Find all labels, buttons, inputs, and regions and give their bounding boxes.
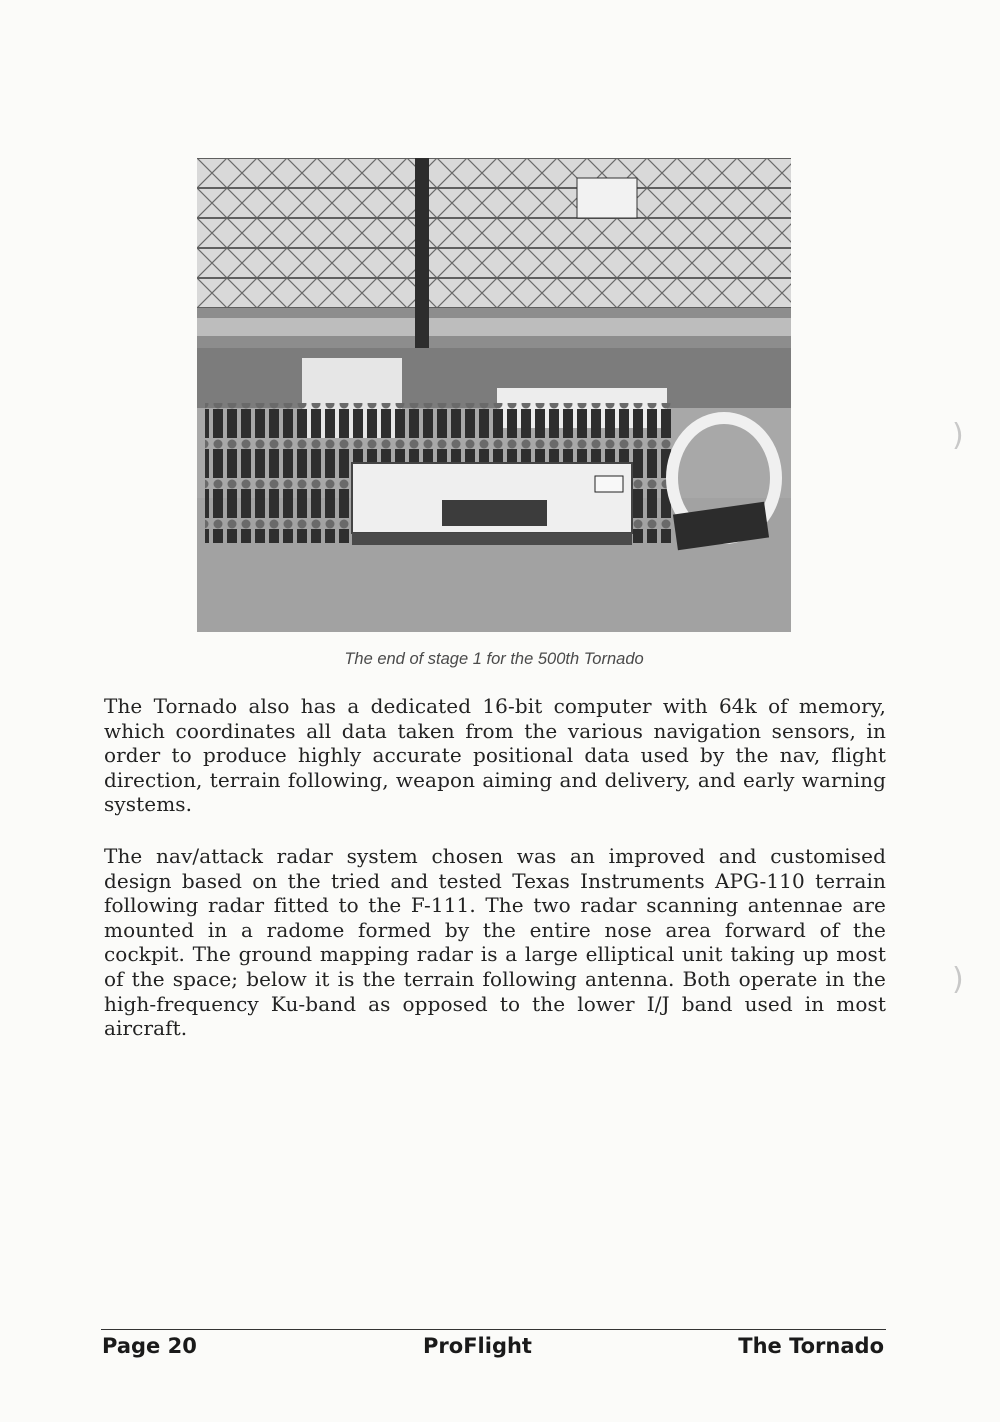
body-paragraph-radar: The nav/attack radar system chosen was an improved and customised design based on the tried and tested Texas Instruments APG-110 terrain following radar fitted to the F-111. The two radar scanning antennae are mounted in a radome formed by the entire nose area forward of the cockpit. The ground mapping radar is a large elliptical unit taking up most of the space; below it is the terrain following antenna. Both operate in the high-frequency Ku-band as opposed to the lower I/J band used in most aircraft. xyxy=(104,844,886,1041)
figure-caption: The end of stage 1 for the 500th Tornado xyxy=(344,650,644,668)
footer-page-number: Page 20 xyxy=(102,1334,197,1358)
margin-mark: ) xyxy=(952,418,964,453)
footer-section-title: The Tornado xyxy=(738,1334,884,1358)
footer-publication: ProFlight xyxy=(423,1334,532,1358)
footer-rule xyxy=(101,1329,886,1330)
hangar-group-photo xyxy=(197,158,791,632)
body-paragraph-computer: The Tornado also has a dedicated 16-bit computer with 64k of memory, which coordinates all data taken from the various navigation sensors, in order to produce highly accurate positional data used by the nav, flight direction, terrain following, weapon aiming and delivery, and early warning systems. xyxy=(104,694,886,817)
margin-mark: ) xyxy=(952,962,964,997)
